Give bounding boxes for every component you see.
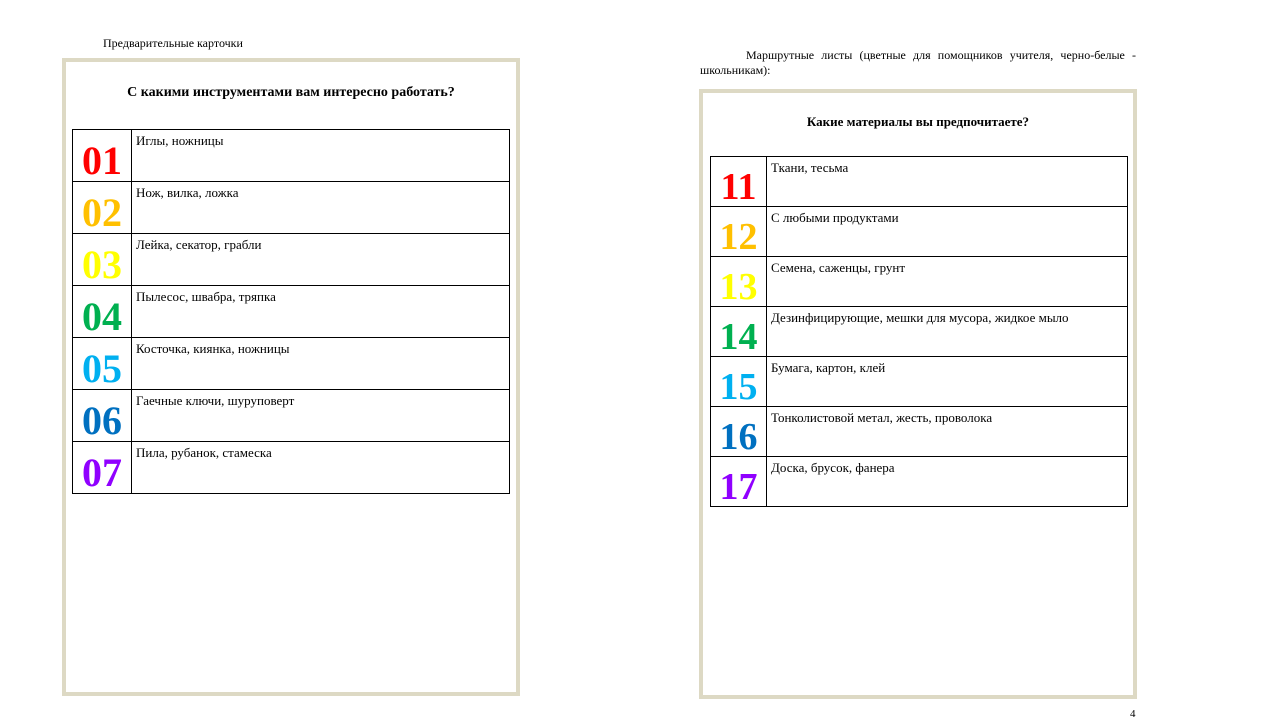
row-number: 04 xyxy=(73,286,132,338)
row-number: 03 xyxy=(73,234,132,286)
table-row xyxy=(73,234,510,286)
tools-card xyxy=(62,58,520,696)
page-number: 4 xyxy=(1130,708,1136,720)
row-text: Бумага, картон, клей xyxy=(767,357,1128,407)
row-text: Семена, саженцы, грунт xyxy=(767,257,1128,307)
table-row xyxy=(711,307,1128,357)
row-text: Тонколистовой метал, жесть, проволока xyxy=(767,407,1128,457)
row-number: 05 xyxy=(73,338,132,390)
table-row xyxy=(711,407,1128,457)
materials-card-title: Какие материалы вы предпочитаете? xyxy=(806,114,1030,129)
tools-table xyxy=(72,129,510,494)
table-row xyxy=(73,390,510,442)
row-number: 02 xyxy=(73,182,132,234)
row-number: 06 xyxy=(73,390,132,442)
row-text: Пила, рубанок, стамеска xyxy=(132,442,510,494)
table-row xyxy=(711,357,1128,407)
row-text: С любыми продуктами xyxy=(767,207,1128,257)
table-row xyxy=(73,286,510,338)
table-row xyxy=(711,207,1128,257)
left-caption: Предварительные карточки xyxy=(103,36,243,50)
table-row xyxy=(73,182,510,234)
row-text: Ткани, тесьма xyxy=(767,157,1128,207)
table-row xyxy=(73,338,510,390)
row-number: 11 xyxy=(711,157,767,207)
table-row xyxy=(73,442,510,494)
table-row xyxy=(711,257,1128,307)
row-number: 15 xyxy=(711,357,767,407)
row-text: Дезинфицирующие, мешки для мусора, жидкое мыло xyxy=(767,307,1128,357)
row-text: Доска, брусок, фанера xyxy=(767,457,1128,507)
row-number: 07 xyxy=(73,442,132,494)
materials-table xyxy=(710,156,1128,507)
row-text: Гаечные ключи, шуруповерт xyxy=(132,390,510,442)
materials-card xyxy=(699,89,1137,699)
row-text: Иглы, ножницы xyxy=(132,130,510,182)
right-caption: Маршрутные листы (цветные для помощников учителя, черно-белые - школьникам): xyxy=(700,48,1136,77)
row-number: 14 xyxy=(711,307,767,357)
table-row xyxy=(73,130,510,182)
row-text: Косточка, киянка, ножницы xyxy=(132,338,510,390)
row-number: 16 xyxy=(711,407,767,457)
table-row xyxy=(711,157,1128,207)
row-text: Нож, вилка, ложка xyxy=(132,182,510,234)
row-number: 01 xyxy=(73,130,132,182)
row-text: Пылесос, швабра, тряпка xyxy=(132,286,510,338)
table-row xyxy=(711,457,1128,507)
row-text: Лейка, секатор, грабли xyxy=(132,234,510,286)
row-number: 13 xyxy=(711,257,767,307)
row-number: 17 xyxy=(711,457,767,507)
tools-card-title: С какими инструментами вам интересно работать? xyxy=(127,85,455,100)
row-number: 12 xyxy=(711,207,767,257)
